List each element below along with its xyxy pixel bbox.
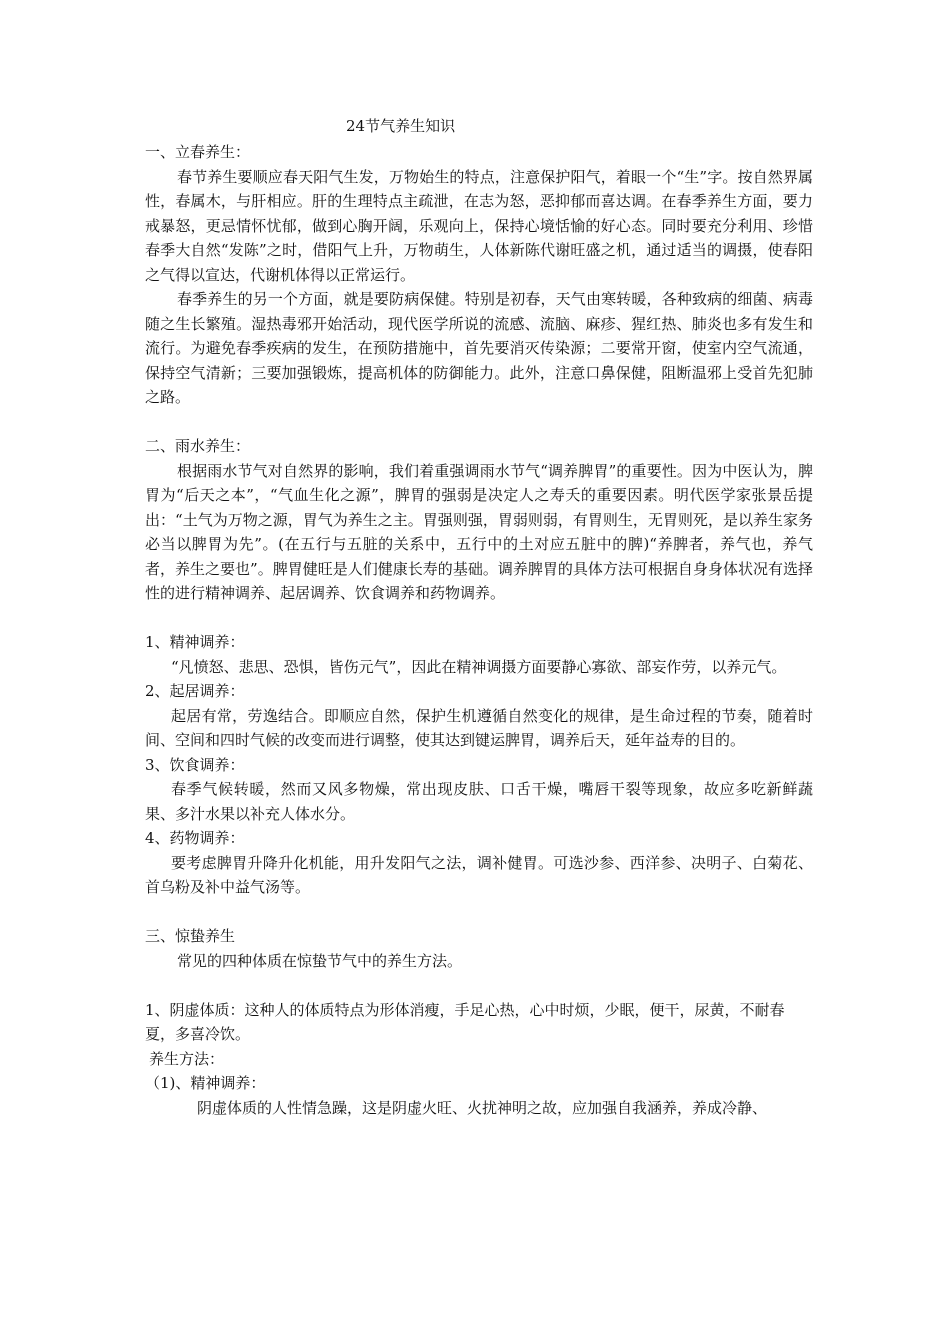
- document-title: 24节气养生知识: [346, 117, 456, 135]
- spacer: [145, 973, 813, 998]
- item-label: 1、精神调养：: [145, 633, 245, 651]
- spacer: [145, 606, 813, 631]
- spacer: [145, 900, 813, 925]
- item-text: 起居有常，劳逸结合。即顺应自然，保护生机遵循自然变化的规律，是生命过程的节奏，随着时间、空间和四时气候的改变而进行调整，使其达到键运脾胃，调养后天，延年益寿的目的。: [145, 706, 813, 749]
- item-text: 春季气候转暖，然而又风多物燥，常出现皮肤、口舌干燥，嘴唇干裂等现象，故应多吃新鲜蔬果、多汁水果以补充人体水分。: [145, 780, 813, 823]
- section-heading-jingzhe: 三、惊蛰养生: [145, 927, 236, 945]
- method-label: 养生方法：: [149, 1049, 225, 1068]
- subitem-text: 阴虚体质的人性情急躁，这是阴虚火旺、火扰神明之故，应加强自我涵养，养成冷静、: [197, 1098, 768, 1117]
- paragraph: 根据雨水节气对自然界的影响，我们着重强调雨水节气“调养脾胃”的重要性。因为中医认为，脾胃为“后天之本”，“气血生化之源”，脾胃的强弱是决定人之寿夭的重要因素。明代医学家张景岳提出：“土气为万物之源，胃气为养生之主。胃强则强，胃弱则弱，有胃则生，无胃则死，是以养生家务必当以脾胃为先”。(在五行与五脏的关系中，五行中的土对应五脏中的脾)“养脾者，养气也，养气者，养生之要也”。脾胃健旺是人们健康长寿的基础。调养脾胃的具体方法可根据自身身体状况有选择性的进行精神调养、起居调养、饮食调养和药物调养。: [145, 461, 813, 602]
- constitution-type-yinxu: 1、阴虚体质：这种人的体质特点为形体消瘦，手足心热，心中时烦，少眠，便干，尿黄，不耐春夏，多喜冷饮。: [145, 1000, 785, 1043]
- item-text: 要考虑脾胃升降升化机能，用升发阳气之法，调补健胃。可选沙参、西洋参、决明子、白菊花、首乌粉及补中益气汤等。: [145, 853, 813, 896]
- item-label: 4、药物调养：: [145, 829, 245, 847]
- paragraph: 春季养生的另一个方面，就是要防病保健。特别是初春，天气由寒转暖，各种致病的细菌、病毒随之生长繁殖。湿热毒邪开始活动，现代医学所说的流感、流脑、麻疹、猩红热、肺炎也多有发生和流行。为避免春季疾病的发生，在预防措施中，首先要消灭传染源；二要常开窗，使室内空气流通，保持空气清新；三要加强锻炼，提高机体的防御能力。此外，注意口鼻保健，阻断温邪上受首先犯肺之路。: [145, 290, 813, 406]
- paragraph: 春节养生要顺应春天阳气生发，万物始生的特点，注意保护阳气，着眼一个“生”字。按自然界属性，春属木，与肝相应。肝的生理特点主疏泄，在志为怒，恶抑郁而喜达调。在春季养生方面，要力戒暴怒，更忌情怀忧郁，做到心胸开阔，乐观向上，保持心境恬愉的好心态。同时要充分利用、珍惜春季大自然“发陈”之时，借阳气上升，万物萌生，人体新陈代谢旺盛之机，通过适当的调摄，使春阳之气得以宣达，代谢机体得以正常运行。: [145, 167, 813, 284]
- spacer: [145, 410, 813, 435]
- item-label: 2、起居调养：: [145, 682, 245, 700]
- section-heading-yushui: 二、雨水养生：: [145, 437, 251, 455]
- document-page: [145, 112, 813, 1120]
- section-heading-lichun: 一、立春养生：: [145, 143, 251, 161]
- item-text: “凡愤怒、悲思、恐惧，皆伤元气”，因此在精神调摄方面要静心寡欲、部妄作劳，以养元气。: [171, 657, 787, 676]
- item-label: 3、饮食调养：: [145, 755, 245, 774]
- subitem-label: （1)、精神调养：: [145, 1074, 266, 1092]
- paragraph: 常见的四种体质在惊蛰节气中的养生方法。: [177, 951, 463, 970]
